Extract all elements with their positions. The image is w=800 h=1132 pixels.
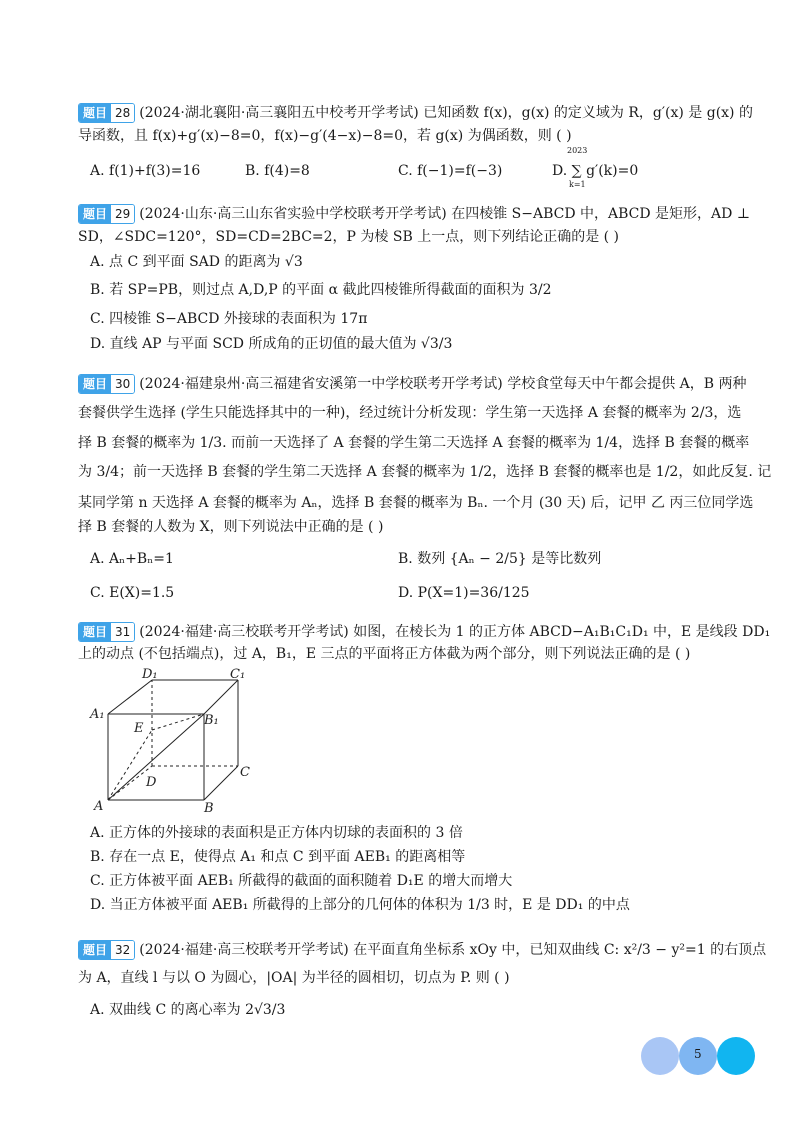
q31-option-a: A. 正方体的外接球的表面积是正方体内切球的表面积的 3 倍 xyxy=(90,825,463,841)
q28-option-d: D. ∑ g′(k)=0 xyxy=(552,163,639,179)
footer-circle-left xyxy=(641,1037,679,1075)
q32-line2: 为 A，直线 l 与以 O 为圆心，|OA| 为半径的圆相切，切点为 P. 则 ( ) xyxy=(78,970,510,986)
question-tag: 题目 32 xyxy=(78,940,135,960)
q29-line1: 题目 29 (2024·山东·高三山东省实验中学校联考开学考试) 在四棱锥 S−ABCD 中，ABCD 是矩形，AD ⊥ xyxy=(78,204,750,224)
q29-option-b: B. 若 SP=PB，则过点 A,D,P 的平面 α 截此四棱锥所得截面的面积为 3/2 xyxy=(90,282,552,298)
q31-line1: 题目 31 (2024·福建·高三校联考开学考试) 如图，在棱长为 1 的正方体 ABCD−A₁B₁C₁D₁ 中，E 是线段 DD₁ xyxy=(78,622,770,642)
question-tag: 题目 31 xyxy=(78,622,135,642)
label-a: A xyxy=(94,799,104,814)
q28-line1: 题目 28 (2024·湖北襄阳·高三襄阳五中校考开学考试) 已知函数 f(x)，g(x) 的定义域为 R，g′(x) 是 g(x) 的 xyxy=(78,103,753,123)
q30-option-d: D. P(X=1)=36/125 xyxy=(398,585,530,601)
q31-option-d: D. 当正方体被平面 AEB₁ 所截得的上部分的几何体的体积为 1/3 时，E 是 DD₁ 的中点 xyxy=(90,897,630,913)
q29-line2: SD，∠SDC=120°，SD=CD=2BC=2，P 为棱 SB 上一点，则下列结论正确的是 ( ) xyxy=(78,229,620,245)
q32-line1: 题目 32 (2024·福建·高三校联考开学考试) 在平面直角坐标系 xOy 中，已知双曲线 C: x²/3 − y²=1 的右顶点 xyxy=(78,940,766,960)
label-b1: B₁ xyxy=(204,713,219,728)
label-e: E xyxy=(134,721,144,736)
q30-line5: 某同学第 n 天选择 A 套餐的概率为 Aₙ，选择 B 套餐的概率为 Bₙ. 一个月 (30 天) 后，记甲 乙 丙三位同学选 xyxy=(78,495,754,511)
q29-option-c: C. 四棱锥 S−ABCD 外接球的表面积为 17π xyxy=(90,311,368,327)
q30-line2: 套餐供学生选择 (学生只能选择其中的一种)，经过统计分析发现：学生第一天选择 A 套餐的概率为 2/3，选 xyxy=(78,405,742,421)
q28-option-b: B. f(4)=8 xyxy=(245,163,310,179)
q29-option-d: D. 直线 AP 与平面 SCD 所成角的正切值的最大值为 √3/3 xyxy=(90,336,453,352)
q31-line2: 上的动点 (不包括端点)，过 A，B₁，E 三点的平面将正方体截为两个部分，则下列说法正确的是 ( ) xyxy=(78,646,691,662)
q31-option-b: B. 存在一点 E，使得点 A₁ 和点 C 到平面 AEB₁ 的距离相等 xyxy=(90,849,466,865)
q31-option-c: C. 正方体被平面 AEB₁ 所截得的截面的面积随着 D₁E 的增大而增大 xyxy=(90,873,513,889)
q28-line2: 导函数，且 f(x)+g′(x)−8=0，f(x)−g′(4−x)−8=0，若 g(x) 为偶函数，则 ( ) xyxy=(78,128,572,144)
label-d: D xyxy=(146,775,157,790)
q30-line1: 题目 30 (2024·福建泉州·高三福建省安溪第一中学校联考开学考试) 学校食堂每天中午都会提供 A，B 两种 xyxy=(78,374,747,394)
page-number: 5 xyxy=(694,1047,702,1061)
q32-option-a: A. 双曲线 C 的离心率为 2√3/3 xyxy=(90,1002,286,1018)
q28-sum-lower: k=1 xyxy=(569,180,586,189)
q30-option-a: A. Aₙ+Bₙ=1 xyxy=(90,551,174,567)
q30-line6: 择 B 套餐的人数为 X，则下列说法中正确的是 ( ) xyxy=(78,519,384,535)
question-tag: 题目 28 xyxy=(78,103,135,123)
label-d1: D₁ xyxy=(142,668,158,682)
footer-circle-right xyxy=(717,1037,755,1075)
question-tag: 题目 29 xyxy=(78,204,135,224)
question-tag: 题目 30 xyxy=(78,374,135,394)
label-a1: A₁ xyxy=(90,707,105,722)
q28-option-a: A. f(1)+f(3)=16 xyxy=(90,163,201,179)
q30-option-c: C. E(X)=1.5 xyxy=(90,585,175,601)
label-c: C xyxy=(240,765,250,780)
q28-option-c: C. f(−1)=f(−3) xyxy=(398,163,503,179)
q30-line4: 为 3/4；前一天选择 B 套餐的学生第二天选择 A 套餐的概率为 1/2，选择 B 套餐的概率也是 1/2，如此反复. 记 xyxy=(78,464,772,480)
label-b: B xyxy=(204,801,214,816)
q30-line3: 择 B 套餐的概率为 1/3. 而前一天选择了 A 套餐的学生第二天选择 A 套餐的概率为 1/4，选择 B 套餐的概率 xyxy=(78,435,750,451)
q28-sum-upper: 2023 xyxy=(567,146,588,155)
label-c1: C₁ xyxy=(230,668,246,682)
q29-option-a: A. 点 C 到平面 SAD 的距离为 √3 xyxy=(90,254,303,270)
q30-option-b: B. 数列 {Aₙ − 2/5} 是等比数列 xyxy=(398,551,602,567)
cube-figure xyxy=(88,668,268,818)
